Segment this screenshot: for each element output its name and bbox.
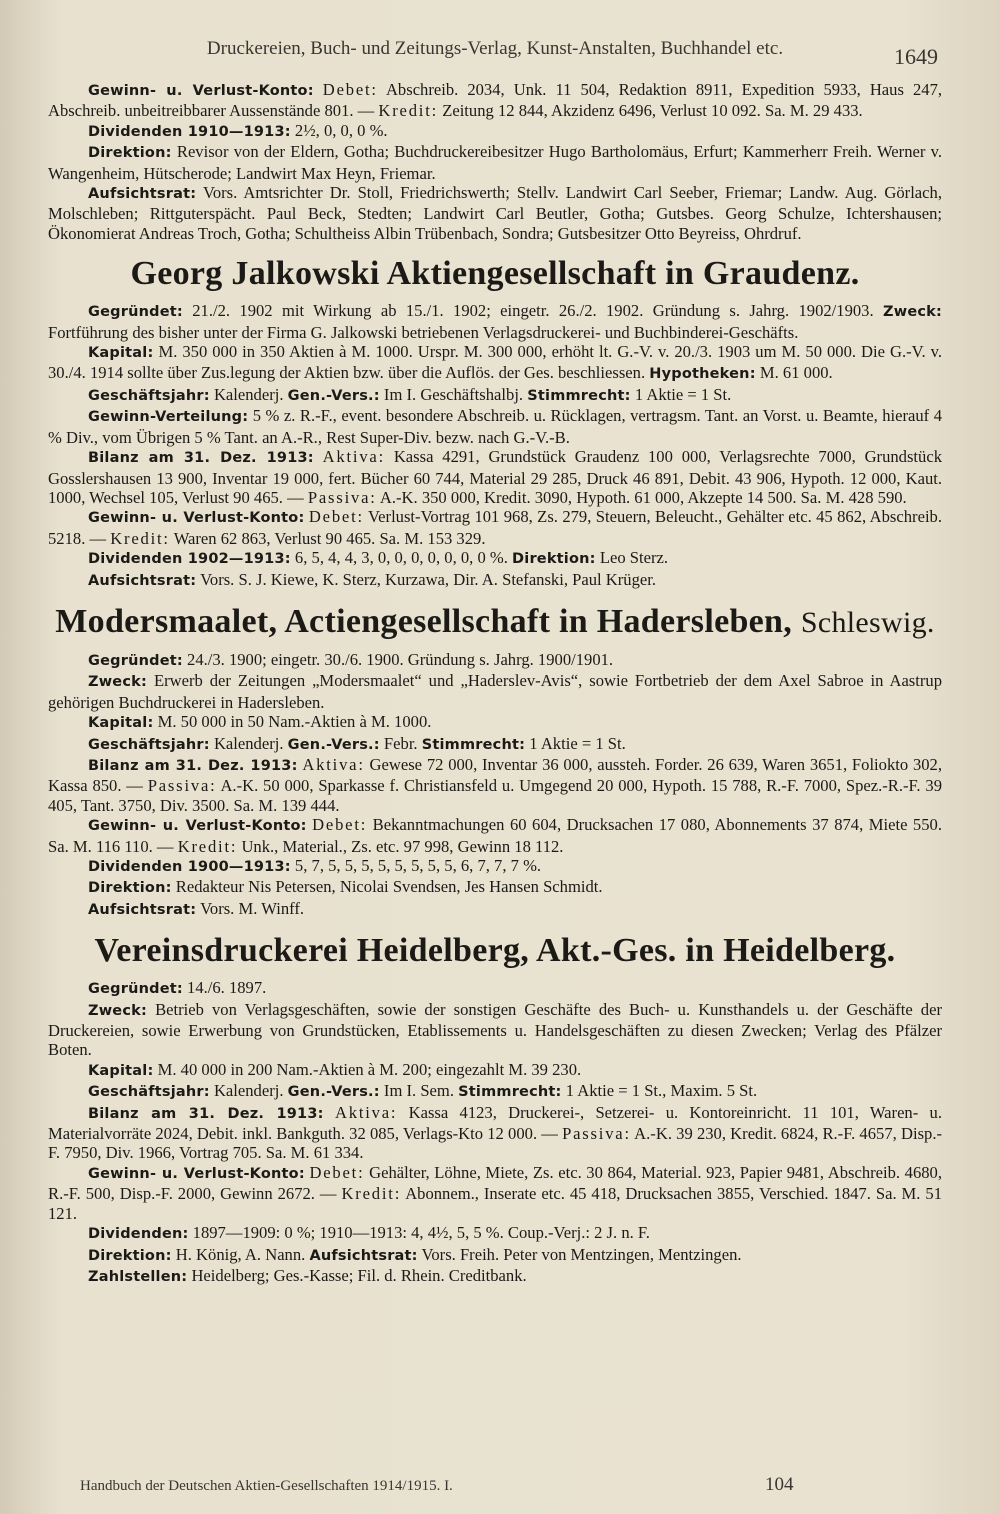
capital-paragraph: Kapital: M. 50 000 in 50 Nam.-Aktien à M. 1000. (88, 712, 432, 732)
balance-paragraph: Bilanz am 31. Dez. 1913: Aktiva: Gewese 72 000, Inventar 36 000, aussteh. Forder. 26 639, Waren 3651, Foliokto 302, Kassa 850. — Passiva: A.-K. 50 000, Sparkasse f. Christiansfeld u. Umgegend 20 000, Hypoth. 15 788, R.-F. 7000, Spez.-R.-F. 39 405, Tant. 3750, Div. 3500. Sa. M. 139 444. (48, 754, 942, 815)
entry-modersmaalet (48, 601, 942, 920)
fiscal-paragraph: Geschäftsjahr: Kalenderj. Gen.-Vers.: Im I. Geschäftshalbj. Stimmrecht: 1 Aktie = 1 St. (88, 384, 732, 404)
dividends-paragraph: Dividenden 1910—1913: 2½, 0, 0, 0 %. (88, 120, 388, 140)
profit-distribution-paragraph: Gewinn-Verteilung: 5 % z. R.-F., event. besondere Abschreib. u. Rücklagen, vertragsm. Tant. an Vorst. u. Beamte, hierauf 4 % Div., vom Übrigen 5 % Tant. an A.-R., Rest Super-Div. bezw. nach G.-V.-B. (48, 406, 942, 447)
fiscal-paragraph: Geschäftsjahr: Kalenderj. Gen.-Vers.: Febr. Stimmrecht: 1 Aktie = 1 St. (88, 733, 626, 753)
entry-title: Georg Jalkowski Aktiengesellschaft in Graudenz. (130, 255, 860, 293)
page-number: 1649 (894, 44, 938, 69)
entry-title: Modersmaalet, Actiengesellschaft in Hadersleben, Schleswig. (55, 602, 935, 640)
dividends-paragraph: Dividenden 1900—1913: 5, 7, 5, 5, 5, 5, 5, 5, 5, 5, 6, 7, 7, 7 %. (88, 856, 542, 875)
entry-vereinsdruckerei (48, 930, 942, 1287)
founded-paragraph: Gegründet: 24./3. 1900; eingetr. 30./6. 1900. Gründung s. Jahrg. 1900/1901. (88, 649, 614, 669)
balance-paragraph: Bilanz am 31. Dez. 1913: Aktiva: Kassa 4291, Grundstück Graudenz 100 000, Verlagsrechte 7000, Grundstück Gosslershausen 13 900, Inventar 19 000, fert. Bücher 60 744, Material 29 285, Druck 46 891, Debit. 43 906, Hypoth. 12 000, Kaut. 1000, Wechsel 105, Verlust 90 465. — Passiva: A.-K. 350 000, Kredit. 3090, Hypoth. 61 000, Akzepte 14 500. Sa. M. 428 590. (48, 447, 942, 507)
founded-paragraph: Gegründet: 21./2. 1902 mit Wirkung ab 15./1. 1902; eingetr. 26./2. 1902. Gründung s. Jahrg. 1902/1903. Zweck: Fortführung des bisher unter der Firma G. Jalkowski betriebenen Verlagsdruckerei- und Buchbinderei-Geschäfts. (48, 301, 942, 342)
dividends-paragraph: Dividenden 1902—1913: 6, 5, 4, 4, 3, 0, 0, 0, 0, 0, 0, 0 %. Direktion: Leo Sterz. (88, 548, 669, 568)
signature-mark: 104 (765, 1474, 794, 1495)
dividends-paragraph: Dividenden: 1897—1909: 0 %; 1910—1913: 4, 4½, 5, 5 %. Coup.-Verj.: 2 J. n. F. (88, 1223, 650, 1243)
running-header (48, 38, 942, 69)
guv-paragraph: Gewinn- u. Verlust-Konto: Debet: Verlust-Vortrag 101 968, Zs. 279, Steuern, Beleucht., Gehälter etc. 45 862, Abschreib. 5218. — Kredit: Waren 62 863, Verlust 90 465. Sa. M. 153 329. (48, 507, 943, 548)
running-title: Druckereien, Buch- und Zeitungs-Verlag, Kunst-Anstalten, Buchhandel etc. (206, 38, 784, 59)
supervisory-board-paragraph: Aufsichtsrat: Vors. S. J. Kiewe, K. Sterz, Kurzawa, Dir. A. Stefanski, Paul Krüger. (88, 569, 657, 589)
page-footer (80, 1474, 940, 1495)
guv-paragraph: Gewinn- u. Verlust-Konto: Debet: Bekanntmachungen 60 604, Drucksachen 17 080, Abonnements 37 874, Miete 550. Sa. M. 116 110. — Kredit: Unk., Material., Zs. etc. 97 998, Gewinn 18 112. (48, 815, 942, 856)
founded-paragraph: Gegründet: 14./6. 1897. (88, 978, 267, 998)
footer-text: Handbuch der Deutschen Aktien-Gesellschaften 1914/1915. I. (80, 1478, 453, 1494)
supervisory-board-paragraph: Aufsichtsrat: Vors. Amtsrichter Dr. Stoll, Friedrichswerth; Stellv. Landwirt Carl Seeber, Friemar; Landw. Aug. Görlach, Molschleben; Rittguterspächt. Paul Beck, Stedten; Landwirt Carl Beutler, Gotha; Gutsbes. Georg Schulze, Ichtershausen; Ökonomierat Andreas Troch, Gotha; Schultheiss Albin Trübenbach, Sondra; Gutsbesitzer Otto Beyreiss, Ohrdruf. (48, 183, 942, 243)
entry-continuation (48, 80, 942, 243)
entry-jalkowski (48, 253, 942, 591)
direction-paragraph: Direktion: Revisor von der Eldern, Gotha; Buchdruckereibesitzer Hugo Bartholomäus, Erfurt; Kammerherr Freih. Werner v. Wangenheim, Hütscherode; Landwirt Max Heyn, Friemar. (48, 142, 942, 183)
balance-paragraph: Bilanz am 31. Dez. 1913: Aktiva: Kassa 4123, Druckerei-, Setzerei- u. Kontoreinricht. 11 101, Waren- u. Materialvorräte 2024, Debit. inkl. Bankguth. 32 085, Verlags-Kto 12 000. — Passiva: A.-K. 39 230, Kredit. 6824, R.-F. 4657, Disp.-F. 7950, Div. 1966, Vortrag 705. Sa. M. 61 334. (48, 1102, 942, 1163)
fiscal-paragraph: Geschäftsjahr: Kalenderj. Gen.-Vers.: Im I. Sem. Stimmrecht: 1 Aktie = 1 St., Maxim. 5 St. (88, 1081, 758, 1101)
paying-agents-paragraph: Zahlstellen: Heidelberg; Ges.-Kasse; Fil. d. Rhein. Creditbank. (88, 1265, 527, 1285)
capital-paragraph: Kapital: M. 40 000 in 200 Nam.-Aktien à M. 200; eingezahlt M. 39 230. (88, 1059, 582, 1079)
direction-paragraph: Direktion: H. König, A. Nann. Aufsichtsrat: Vors. Freih. Peter von Mentzingen, Mentzingen. (88, 1244, 742, 1264)
direction-paragraph: Direktion: Redakteur Nis Petersen, Nicolai Svendsen, Jes Hansen Schmidt. (88, 877, 603, 897)
purpose-paragraph: Zweck: Erwerb der Zeitungen „Modersmaalet“ und „Haderslev-Avis“, sowie Fortbetrieb der dem Axel Sabroe in Aastrup gehörigen Buchdruckerei in Hadersleben. (48, 671, 942, 712)
guv-paragraph: Gewinn- u. Verlust-Konto: Debet: Gehälter, Löhne, Miete, Zs. etc. 30 864, Material. 923, Papier 9481, Abschreib. 4680, R.-F. 500, Disp.-F. 2000, Gewinn 2672. — Kredit: Abonnem., Inserate etc. 45 418, Drucksachen 3855, Verschied. 1847. Sa. M. 51 121. (48, 1162, 943, 1223)
entry-title: Vereinsdruckerei Heidelberg, Akt.-Ges. in Heidelberg. (94, 932, 896, 970)
guv-paragraph: Gewinn- u. Verlust-Konto: Debet: Abschreib. 2034, Unk. 11 504, Redaktion 8911, Expedition 5933, Haus 247, Abschreib. unbeitreibbarer Aussenstände 801. — Kredit: Zeitung 12 844, Akzidenz 6496, Verlust 10 092. Sa. M. 29 433. (48, 80, 943, 121)
capital-paragraph: Kapital: M. 350 000 in 350 Aktien à M. 1000. Urspr. M. 300 000, erhöht lt. G.-V. v. 20./3. 1903 um M. 50 000. Die G.-V. v. 30./4. 1914 sollte über Zus.legung der Aktien bzw. über die Auflös. der Ges. beschliessen. Hypotheken: M. 61 000. (48, 342, 942, 383)
purpose-paragraph: Zweck: Betrieb von Verlagsgeschäften, sowie der sonstigen Geschäfte des Buch- u. Kunsthandels u. der Geschäfte der Druckereien, sowie Erwerbung von Grundstücken, Etablissements u. Handelsgeschäften zu diesen Zwecken; Verlag des Pfälzer Boten. (48, 999, 942, 1060)
supervisory-board-paragraph: Aufsichtsrat: Vors. M. Winff. (88, 898, 305, 918)
